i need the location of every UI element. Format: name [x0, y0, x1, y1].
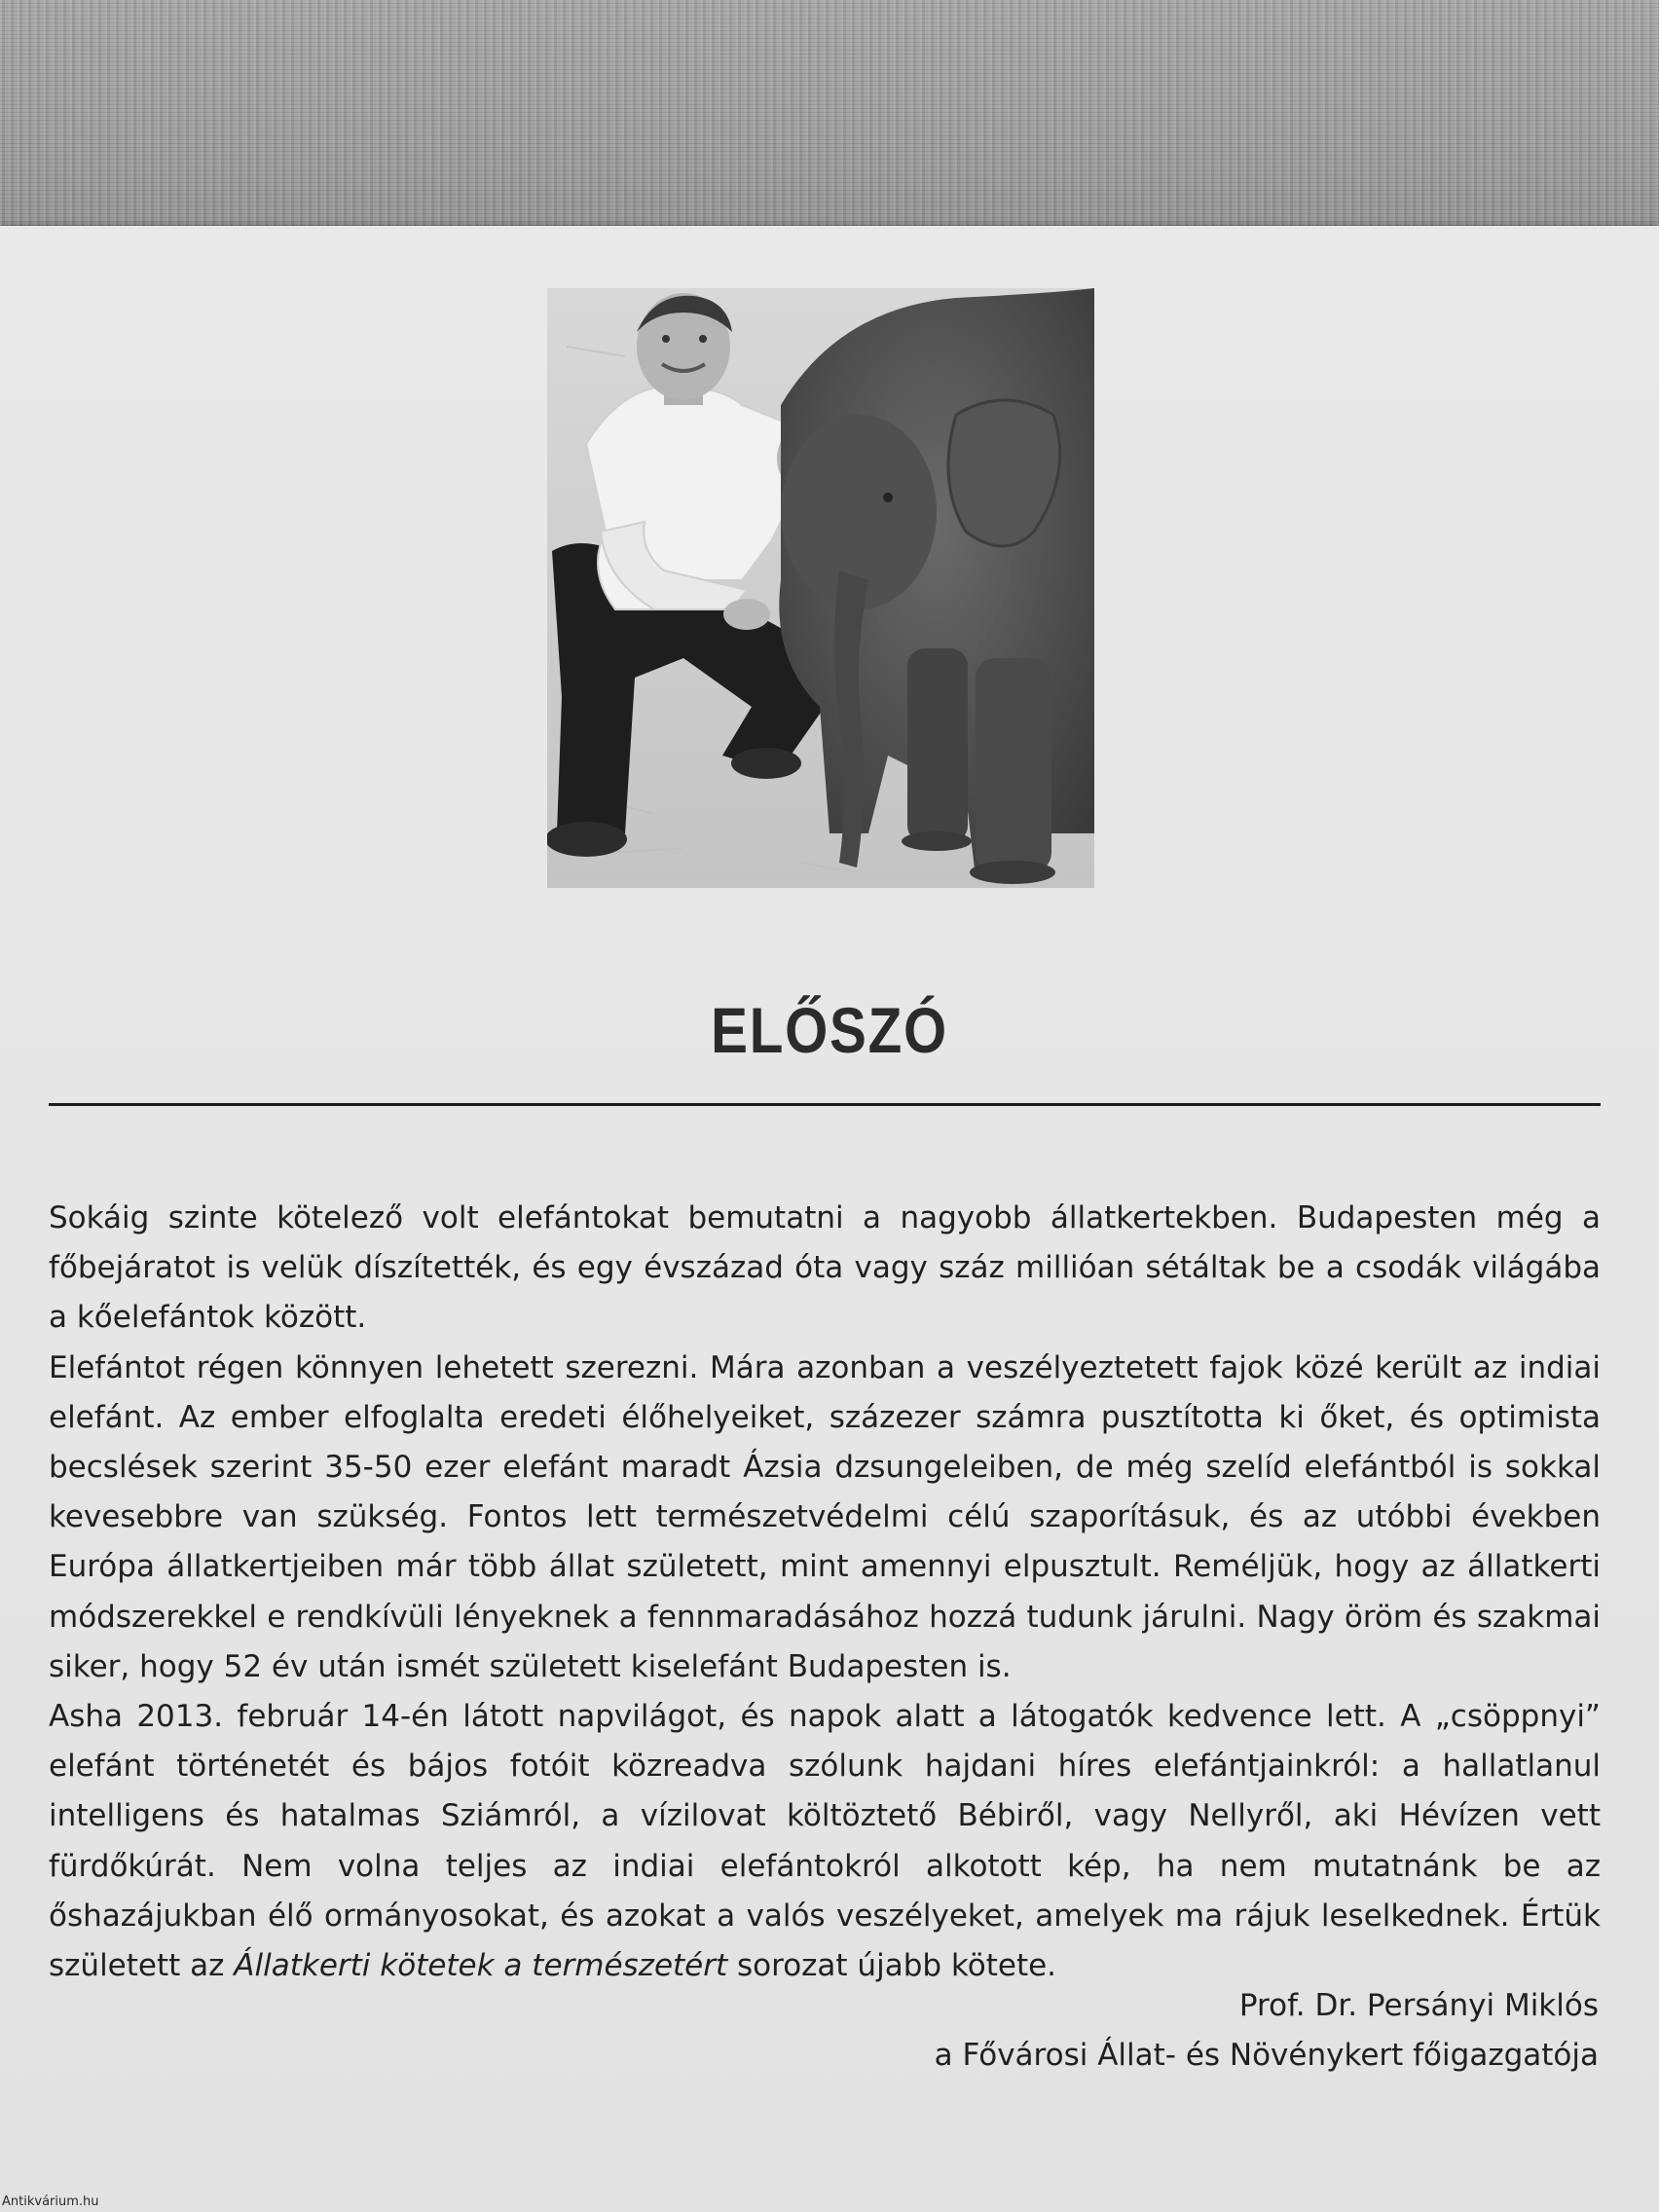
- paragraph-3: [49, 1692, 1601, 1991]
- paragraph-3-text-a: Asha 2013. február 14-én látott napvilágot, és napok alatt a látogatók kedvence lett. A „csöppnyi” elefánt történetét és bájos fotóit közreadva szólunk hajdani híres elefántjainkról: a hallatlanul intelligens és hatalmas Sziámról, a vízilovat költöztető Bébiről, vagy Nellyről, aki Hévízen vett fürdőkúrát. Nem volna teljes az indiai elefántokról alkotott kép, ha nem mutatnánk be az őshazájukban élő ormányosokat, és azokat a valós veszélyeket, amelyek ma rájuk leselkednek. Értük született az: [49, 1699, 1601, 1984]
- paragraph-1: Sokáig szinte kötelező volt elefántokat bemutatni a nagyobb állatkertekben. Budapesten még a főbejáratot is velük díszítették, és egy évszázad óta vagy száz millióan sétáltak be a csodák világába a kőelefántok között.: [49, 1200, 1601, 1336]
- watermark: Antikvárium.hu: [2, 2194, 99, 2209]
- foreword-body: [49, 1194, 1601, 1991]
- background-wall: [0, 0, 1659, 234]
- signature-title: a Fővárosi Állat- és Növénykert főigazgatója: [934, 2038, 1599, 2073]
- photo-man-with-baby-elephant: [547, 288, 1094, 888]
- signature-block: [935, 1981, 1599, 2081]
- series-title: Állatkerti kötetek a természetért: [234, 1948, 728, 1984]
- paragraph-3-text-b: sorozat újabb kötete.: [727, 1948, 1057, 1984]
- paragraph-2: Elefántot régen könnyen lehetett szerezni. Mára azonban a veszélyeztetett fajok közé került az indiai elefánt. Az ember elfoglalta eredeti élőhelyeiket, százezer számra pusztította ki őket, és optimista becslések szerint 35-50 ezer elefánt maradt Ázsia dzsungeleiben, de még szelíd elefántból is sokkal kevesebbre van szükség. Fontos lett természetvédelmi célú szaporításuk, és az utóbbi években Európa állatkertjeiben már több állat született, mint amennyi elpusztult. Reméljük, hogy az állatkerti módszerekkel e rendkívüli lényeknek a fennmaradásához hozzá tudunk járulni. Nagy öröm és szakmai siker, hogy 52 év után ismét született kiselefánt Budapesten is.: [49, 1349, 1601, 1684]
- title-divider: [49, 1103, 1601, 1106]
- signature-name: Prof. Dr. Persányi Miklós: [1238, 1988, 1599, 2023]
- page-title: ELŐSZÓ: [711, 994, 948, 1066]
